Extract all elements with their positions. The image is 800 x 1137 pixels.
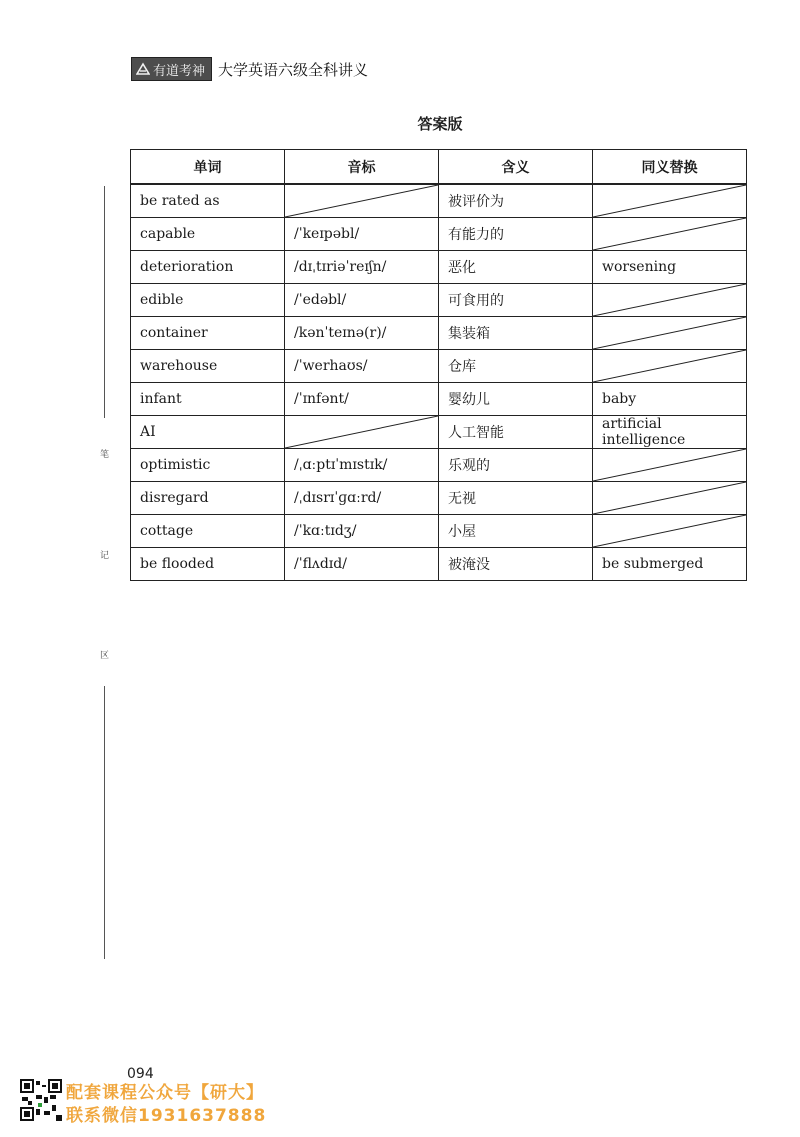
- page-header: [131, 57, 368, 81]
- cell-word: be flooded: [131, 548, 285, 581]
- cell-meaning: 婴幼儿: [439, 383, 593, 416]
- cell-word: optimistic: [131, 449, 285, 482]
- table-row: [131, 515, 747, 548]
- qr-code-icon: [20, 1079, 62, 1121]
- cell-word: warehouse: [131, 350, 285, 383]
- table-row: [131, 350, 747, 383]
- table-row: [131, 383, 747, 416]
- table-row: [131, 482, 747, 515]
- cell-synonym-empty-slash: [593, 449, 747, 482]
- cell-meaning: 被淹没: [439, 548, 593, 581]
- cell-synonym: worsening: [593, 251, 747, 284]
- cell-phonetic: /ˌɑːptɪˈmɪstɪk/: [285, 449, 439, 482]
- cell-word: be rated as: [131, 184, 285, 218]
- cell-synonym-empty-slash: [593, 317, 747, 350]
- cell-phonetic: /dɪˌtɪriəˈreɪʃn/: [285, 251, 439, 284]
- cell-meaning: 恶化: [439, 251, 593, 284]
- margin-line-top: [104, 186, 105, 418]
- cell-phonetic: /ˈflʌdɪd/: [285, 548, 439, 581]
- cell-synonym-empty-slash: [593, 218, 747, 251]
- column-header-word: 单词: [131, 150, 285, 185]
- cell-synonym: artificial intelligence: [593, 416, 747, 449]
- promo-line-2: 联系微信1931637888: [66, 1106, 267, 1126]
- logo-text: 有道考神: [153, 63, 206, 79]
- cell-word: cottage: [131, 515, 285, 548]
- table-row: [131, 251, 747, 284]
- cell-phonetic-empty-slash: [285, 184, 439, 218]
- cell-phonetic: /ˈedəbl/: [285, 284, 439, 317]
- cell-meaning: 可食用的: [439, 284, 593, 317]
- cell-synonym: baby: [593, 383, 747, 416]
- cell-phonetic: /ˈɪnfənt/: [285, 383, 439, 416]
- cell-phonetic: /ˈkɑːtɪdʒ/: [285, 515, 439, 548]
- cell-meaning: 被评价为: [439, 184, 593, 218]
- cell-synonym: be submerged: [593, 548, 747, 581]
- cell-phonetic: /kənˈteɪnə(r)/: [285, 317, 439, 350]
- cell-word: AI: [131, 416, 285, 449]
- cell-meaning: 仓库: [439, 350, 593, 383]
- column-header-phonetic: 音标: [285, 150, 439, 185]
- table-row: [131, 317, 747, 350]
- cell-meaning: 乐观的: [439, 449, 593, 482]
- cell-phonetic: /ˈwerhaʊs/: [285, 350, 439, 383]
- cell-meaning: 小屋: [439, 515, 593, 548]
- cell-word: infant: [131, 383, 285, 416]
- book-title: 大学英语六级全科讲义: [218, 60, 369, 79]
- page-number: 094: [127, 1066, 154, 1082]
- cell-phonetic: /ˌdɪsrɪˈɡɑːrd/: [285, 482, 439, 515]
- logo-icon: [136, 62, 150, 76]
- margin-line-bottom: [104, 686, 105, 959]
- table-row: [131, 184, 747, 218]
- brand-logo: [131, 57, 212, 81]
- margin-note-char: 笔: [100, 450, 110, 460]
- cell-word: capable: [131, 218, 285, 251]
- cell-synonym-empty-slash: [593, 515, 747, 548]
- margin-note-char: 记: [100, 551, 110, 561]
- column-header-synonym: 同义替换: [593, 150, 747, 185]
- cell-word: container: [131, 317, 285, 350]
- cell-phonetic-empty-slash: [285, 416, 439, 449]
- column-header-meaning: 含义: [439, 150, 593, 185]
- table-header-row: [131, 150, 747, 185]
- cell-meaning: 无视: [439, 482, 593, 515]
- table-row: [131, 449, 747, 482]
- cell-phonetic: /ˈkeɪpəbl/: [285, 218, 439, 251]
- cell-meaning: 集装箱: [439, 317, 593, 350]
- table-row: [131, 548, 747, 581]
- cell-synonym-empty-slash: [593, 482, 747, 515]
- table-row: [131, 416, 747, 449]
- cell-word: deterioration: [131, 251, 285, 284]
- promo-line-1: 配套课程公众号【研大】: [66, 1083, 264, 1103]
- cell-synonym-empty-slash: [593, 284, 747, 317]
- cell-word: edible: [131, 284, 285, 317]
- cell-synonym-empty-slash: [593, 350, 747, 383]
- cell-word: disregard: [131, 482, 285, 515]
- cell-meaning: 有能力的: [439, 218, 593, 251]
- table-row: [131, 218, 747, 251]
- cell-synonym-empty-slash: [593, 184, 747, 218]
- table-row: [131, 284, 747, 317]
- margin-note-char: 区: [100, 651, 110, 661]
- section-title: 答案版: [417, 115, 463, 133]
- vocabulary-table: [130, 149, 747, 581]
- cell-meaning: 人工智能: [439, 416, 593, 449]
